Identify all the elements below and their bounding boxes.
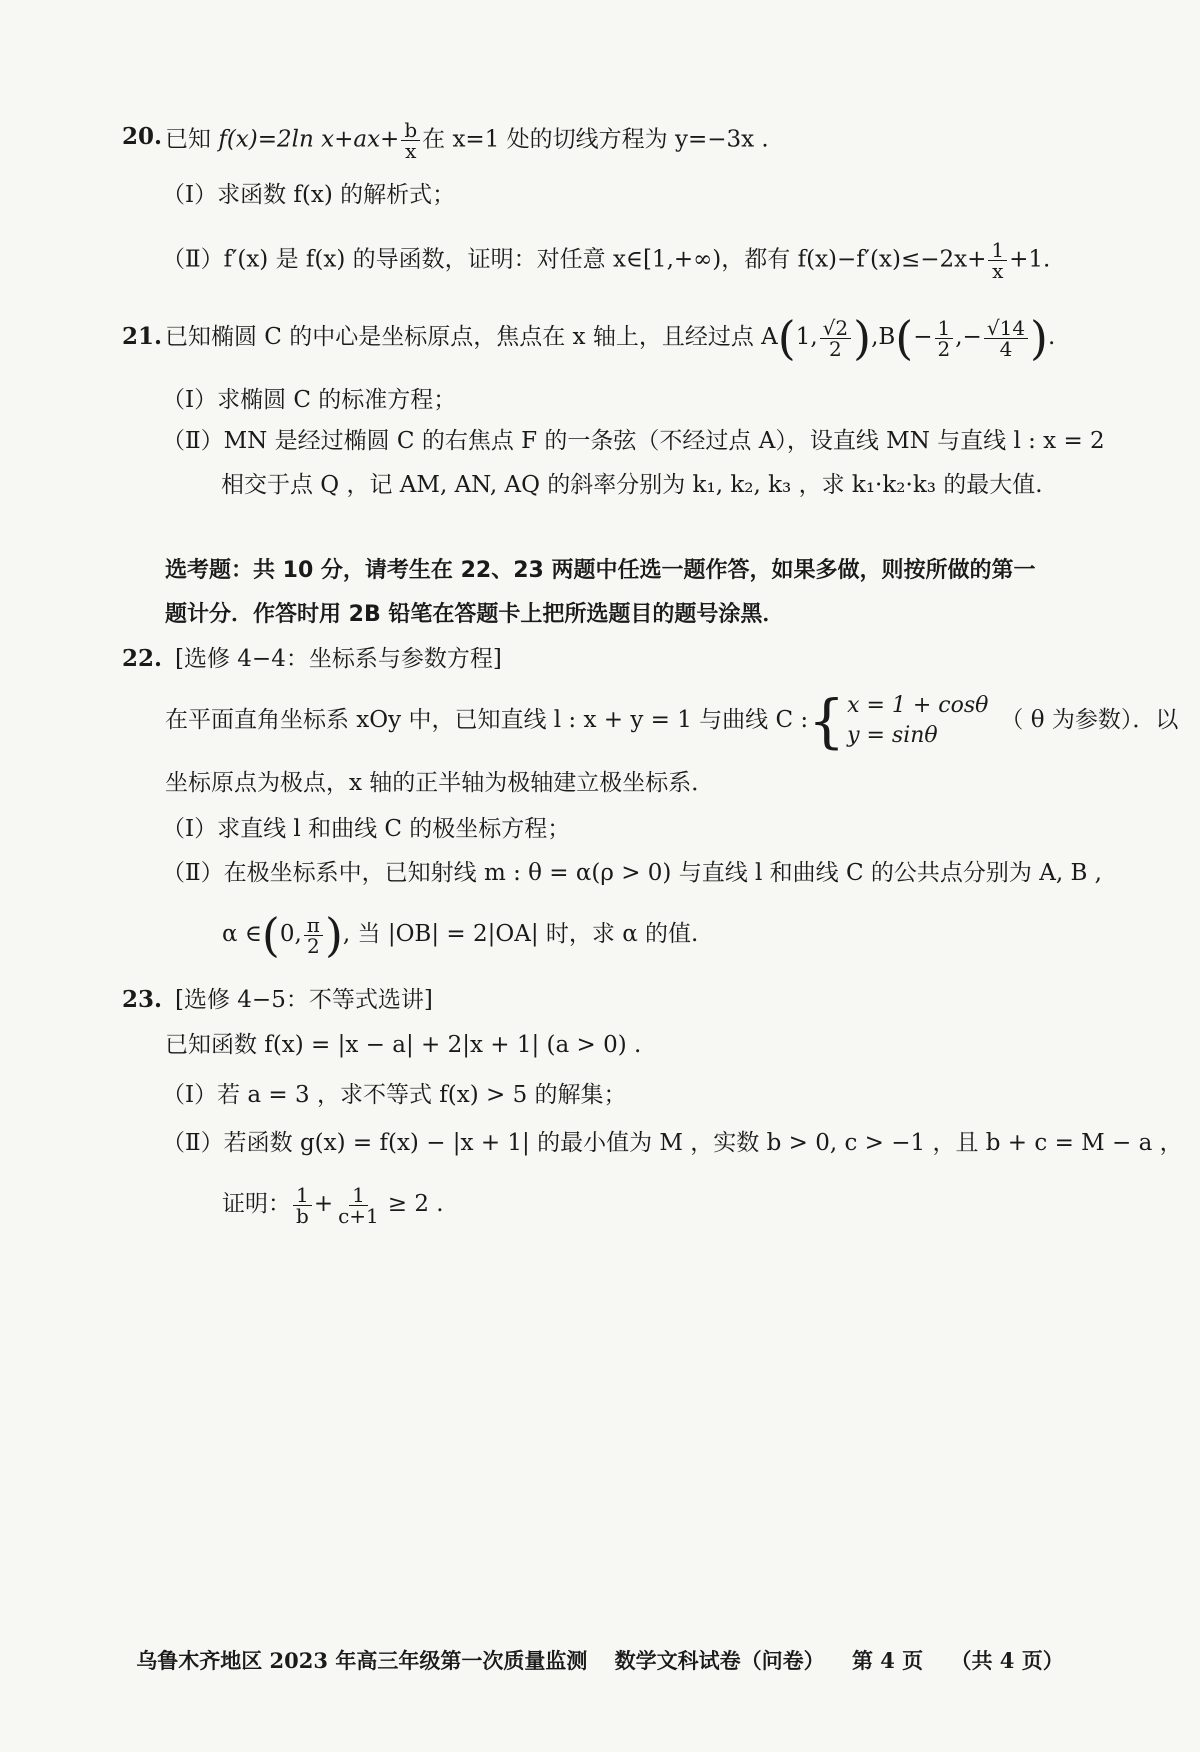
q21-point-a-x: 1, [795, 324, 818, 350]
q21-a-frac-den: 2 [829, 336, 842, 361]
q21-b-comma: ,− [955, 324, 982, 350]
q20-part-2-main: （Ⅱ）f′(x) 是 f(x) 的导函数，证明：对任意 x∈[1,+∞)，都有 f(x)−f′(x)≤−2x+ [162, 246, 987, 273]
question-22-part-1: （Ⅰ）求直线 l 和曲线 C 的极坐标方程； [162, 816, 571, 842]
q21-b-minus: − [913, 324, 933, 350]
q22-frac-num: π [304, 915, 323, 936]
q21-b-frac1-num: 1 [935, 318, 954, 339]
q22-parametric-system [808, 687, 989, 755]
question-22-part-2-line-1: （Ⅱ）在极坐标系中，已知射线 m : θ = α(ρ > 0) 与直线 l 和曲线 C 的公共点分别为 A, B , [162, 860, 1102, 886]
q20-function: f(x)=2ln x+ax+ [218, 126, 400, 153]
footer-page-number: 第 4 页 [851, 1648, 924, 1673]
q23-f2-num: 1 [349, 1185, 368, 1206]
q22-equation-x: x = 1 + cosθ [847, 693, 989, 718]
q23-proof-conclusion: ≥ 2 . [387, 1191, 444, 1217]
q20-fraction [401, 120, 420, 161]
question-21-number: 21. [122, 323, 163, 350]
q22-stem-param: （ θ 为参数）．以 [1000, 707, 1179, 733]
q21-b-frac2-num: √14 [984, 318, 1028, 339]
elective-instruction-line-2: 题计分．作答时用 2B 铅笔在答题卡上把所选题目的题号涂黑． [165, 602, 785, 627]
q23-f1-num: 1 [293, 1185, 312, 1206]
q21-paren-close-a: ) [853, 311, 872, 365]
q21-point-b-y [984, 315, 1028, 361]
q20-frac-num: b [401, 120, 420, 141]
q21-b-frac2-den: 4 [999, 336, 1013, 361]
question-21-stem [165, 311, 1056, 365]
question-20-stem [165, 120, 769, 161]
question-23-stem: 已知函数 f(x) = |x − a| + 2|x + 1| (a > 0) . [165, 1032, 642, 1058]
q22-paren-open: ( [261, 908, 280, 962]
question-23-part-2: （Ⅱ）若函数 g(x) = f(x) − |x + 1| 的最小值为 M ，实数 b > 0, c > −1 ，且 b + c = M − a ， [162, 1130, 1183, 1156]
question-21-part-2-line-1: （Ⅱ）MN 是经过椭圆 C 的右焦点 F 的一条弦（不经过点 A），设直线 MN 与直线 l : x = 2 [162, 428, 1105, 454]
q21-stem-text: 已知椭圆 C 的中心是坐标原点，焦点在 x 轴上，且经过点 A [165, 324, 778, 350]
q20-part-2-tail: +1. [1009, 246, 1051, 273]
question-23-title: [选修 4−5：不等式选讲] [175, 987, 433, 1013]
q21-b-frac1-den: 2 [937, 336, 951, 361]
q22-paren-close: ) [324, 908, 343, 962]
question-20-part-2 [162, 240, 1050, 281]
question-21-part-1: （Ⅰ）求椭圆 C 的标准方程； [162, 387, 457, 413]
q20-stem-prefix: 已知 [165, 126, 211, 153]
q20-frac-den: x [405, 139, 417, 163]
q23-fraction-1 [293, 1182, 312, 1228]
q22-brace: { [808, 687, 846, 755]
q22-alpha-in: α ∈ [222, 921, 262, 947]
q22-condition: , 当 |OB| = 2|OA| 时，求 α 的值. [342, 921, 699, 947]
q20-stem-suffix: 在 x=1 处的切线方程为 y=−3x . [422, 126, 769, 153]
question-22-stem [165, 687, 1179, 755]
q22-interval-start: 0, [279, 921, 302, 947]
question-22-part-2-line-2 [222, 906, 698, 962]
question-22-stem-continued: 坐标原点为极点，x 轴的正半轴为极轴建立极坐标系． [165, 770, 715, 796]
question-22-number: 22. [122, 645, 163, 672]
q21-paren-close-b: ) [1030, 311, 1048, 365]
q21-stem-end: . [1048, 324, 1056, 350]
question-22-title: [选修 4−4：坐标系与参数方程] [175, 646, 502, 672]
q23-plus: + [313, 1191, 334, 1217]
bleed-through-text [120, 520, 142, 551]
q20-p2-frac-den: x [992, 259, 1004, 283]
q21-paren-open-a: ( [777, 311, 796, 365]
q21-point-b-x [935, 315, 954, 361]
question-20-part-1: （Ⅰ）求函数 f(x) 的解析式； [162, 182, 456, 208]
q22-frac-den: 2 [306, 933, 320, 958]
footer-exam-title: 乌鲁木齐地区 2023 年高三年级第一次质量监测 [136, 1648, 588, 1673]
question-23-proof [222, 1176, 444, 1232]
q21-point-b-label: ,B [871, 324, 896, 350]
q23-proof-label: 证明： [222, 1191, 291, 1217]
q21-paren-open-b: ( [895, 311, 914, 365]
q21-point-a-y [820, 315, 851, 361]
q23-fraction-2 [335, 1182, 382, 1228]
page-footer [0, 1645, 1200, 1675]
footer-paper-name: 数学文科试卷（问卷） [614, 1648, 825, 1673]
q21-a-frac-num: √2 [820, 318, 851, 339]
question-23-part-1: （Ⅰ）若 a = 3 ，求不等式 f(x) > 5 的解集； [162, 1082, 627, 1108]
q22-pi-over-2 [304, 912, 323, 958]
q22-stem-text: 在平面直角坐标系 xOy 中，已知直线 l : x + y = 1 与曲线 C : [165, 707, 809, 733]
question-20-number: 20. [122, 123, 163, 150]
footer-total-pages: （共 4 页） [950, 1648, 1064, 1673]
q23-f2-den: c+1 [338, 1203, 379, 1228]
q20-p2-frac-num: 1 [988, 240, 1007, 261]
question-21-part-2-line-2: 相交于点 Q ，记 AM, AN, AQ 的斜率分别为 k₁, k₂, k₃ ，求 k₁·k₂·k₃ 的最大值. [221, 472, 1043, 498]
q20-part-2-fraction [988, 240, 1007, 281]
question-23-number: 23. [122, 986, 163, 1013]
elective-instruction-line-1: 选考题：共 10 分，请考生在 22、23 两题中任选一题作答，如果多做，则按所做的第一 [165, 558, 1036, 583]
q23-f1-den: b [296, 1203, 309, 1228]
q22-equation-y: y = sinθ [847, 723, 938, 748]
q22-system-equations [847, 691, 988, 751]
